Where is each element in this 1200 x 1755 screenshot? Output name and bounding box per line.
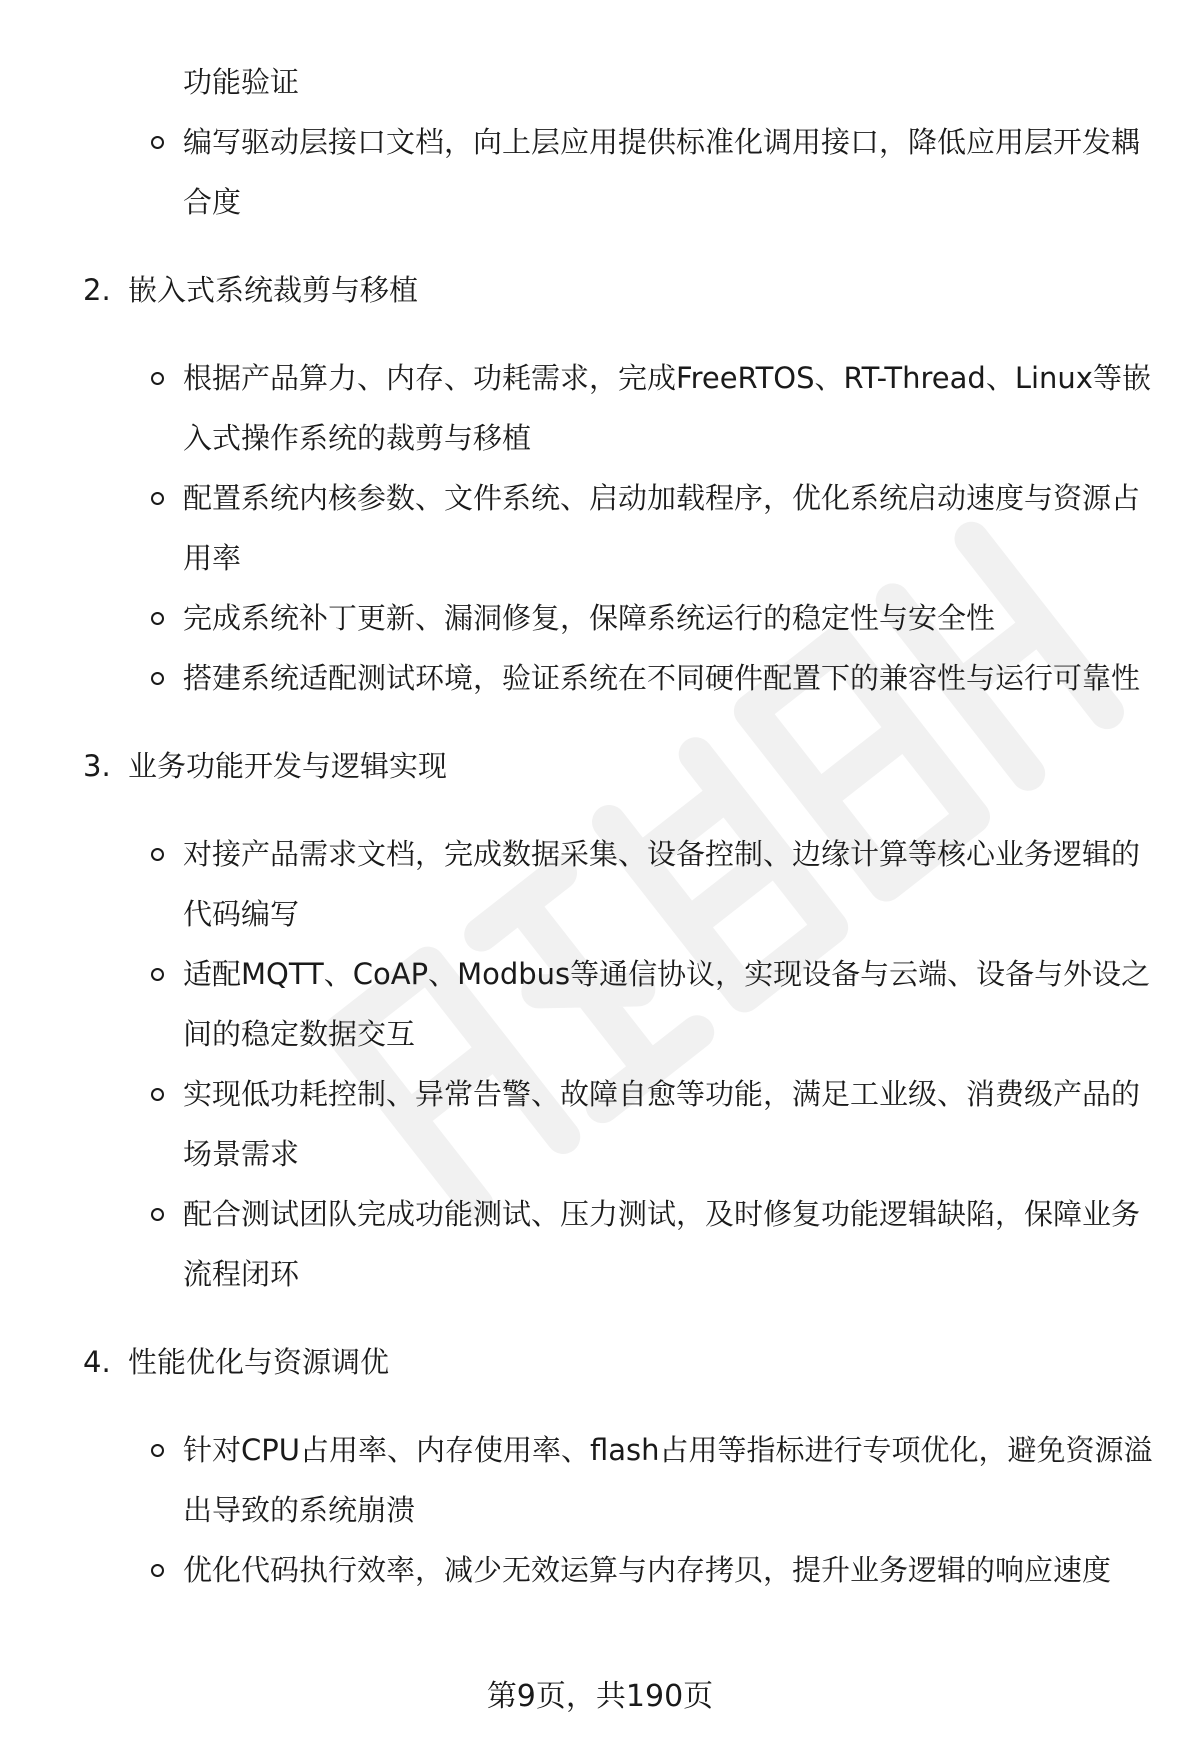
list-item: 优化代码执行效率，减少无效运算与内存拷贝，提升业务逻辑的响应速度 xyxy=(183,1540,1158,1600)
section-title: 嵌入式系统裁剪与移植 xyxy=(128,273,419,307)
section-title: 性能优化与资源调优 xyxy=(128,1345,390,1379)
list-item: 对接产品需求文档，完成数据采集、设备控制、边缘计算等核心业务逻辑的代码编写 xyxy=(183,824,1158,944)
hollow-bullet-icon xyxy=(151,1088,164,1101)
hollow-bullet-icon xyxy=(151,1444,164,1457)
section-number: 2. xyxy=(83,273,111,307)
hollow-bullet-icon xyxy=(151,672,164,685)
hollow-bullet-icon xyxy=(151,372,164,385)
hollow-bullet-icon xyxy=(151,492,164,505)
hollow-bullet-icon xyxy=(151,968,164,981)
continued-text: 功能验证 xyxy=(183,65,300,99)
hollow-bullet-icon xyxy=(151,1208,164,1221)
list-item: 适配MQTT、CoAP、Modbus等通信协议，实现设备与云端、设备与外设之间的稳定数据交互 xyxy=(183,944,1158,1064)
list-item: 实现低功耗控制、异常告警、故障自愈等功能，满足工业级、消费级产品的场景需求 xyxy=(183,1064,1158,1184)
list-item: 针对CPU占用率、内存使用率、flash占用等指标进行专项优化，避免资源溢出导致的系统崩溃 xyxy=(183,1420,1158,1540)
section-number: 3. xyxy=(83,749,111,783)
section-3 xyxy=(0,736,1200,1304)
list-item: 搭建系统适配测试环境，验证系统在不同硬件配置下的兼容性与运行可靠性 xyxy=(183,648,1158,708)
list-item: 完成系统补丁更新、漏洞修复，保障系统运行的稳定性与安全性 xyxy=(183,588,1158,648)
section-1-tail xyxy=(0,112,1200,232)
list-item: 配置系统内核参数、文件系统、启动加载程序，优化系统启动速度与资源占用率 xyxy=(183,468,1158,588)
section-heading xyxy=(0,260,1200,320)
section-title: 业务功能开发与逻辑实现 xyxy=(128,749,448,783)
list-item: 编写驱动层接口文档，向上层应用提供标准化调用接口，降低应用层开发耦合度 xyxy=(183,112,1158,232)
section-heading xyxy=(0,1332,1200,1392)
hollow-bullet-icon xyxy=(151,136,164,149)
section-4 xyxy=(0,1332,1200,1600)
section-2 xyxy=(0,260,1200,708)
hollow-bullet-icon xyxy=(151,848,164,861)
hollow-bullet-icon xyxy=(151,1564,164,1577)
hollow-bullet-icon xyxy=(151,612,164,625)
list-item: 配合测试团队完成功能测试、压力测试，及时修复功能逻辑缺陷，保障业务流程闭环 xyxy=(183,1184,1158,1304)
page-number-footer: 第9页，共190页 xyxy=(486,1679,714,1714)
section-heading xyxy=(0,736,1200,796)
section-number: 4. xyxy=(83,1345,111,1379)
document-content xyxy=(0,52,1200,1600)
list-item: 根据产品算力、内存、功耗需求，完成FreeRTOS、RT-Thread、Linux等嵌入式操作系统的裁剪与移植 xyxy=(183,348,1158,468)
